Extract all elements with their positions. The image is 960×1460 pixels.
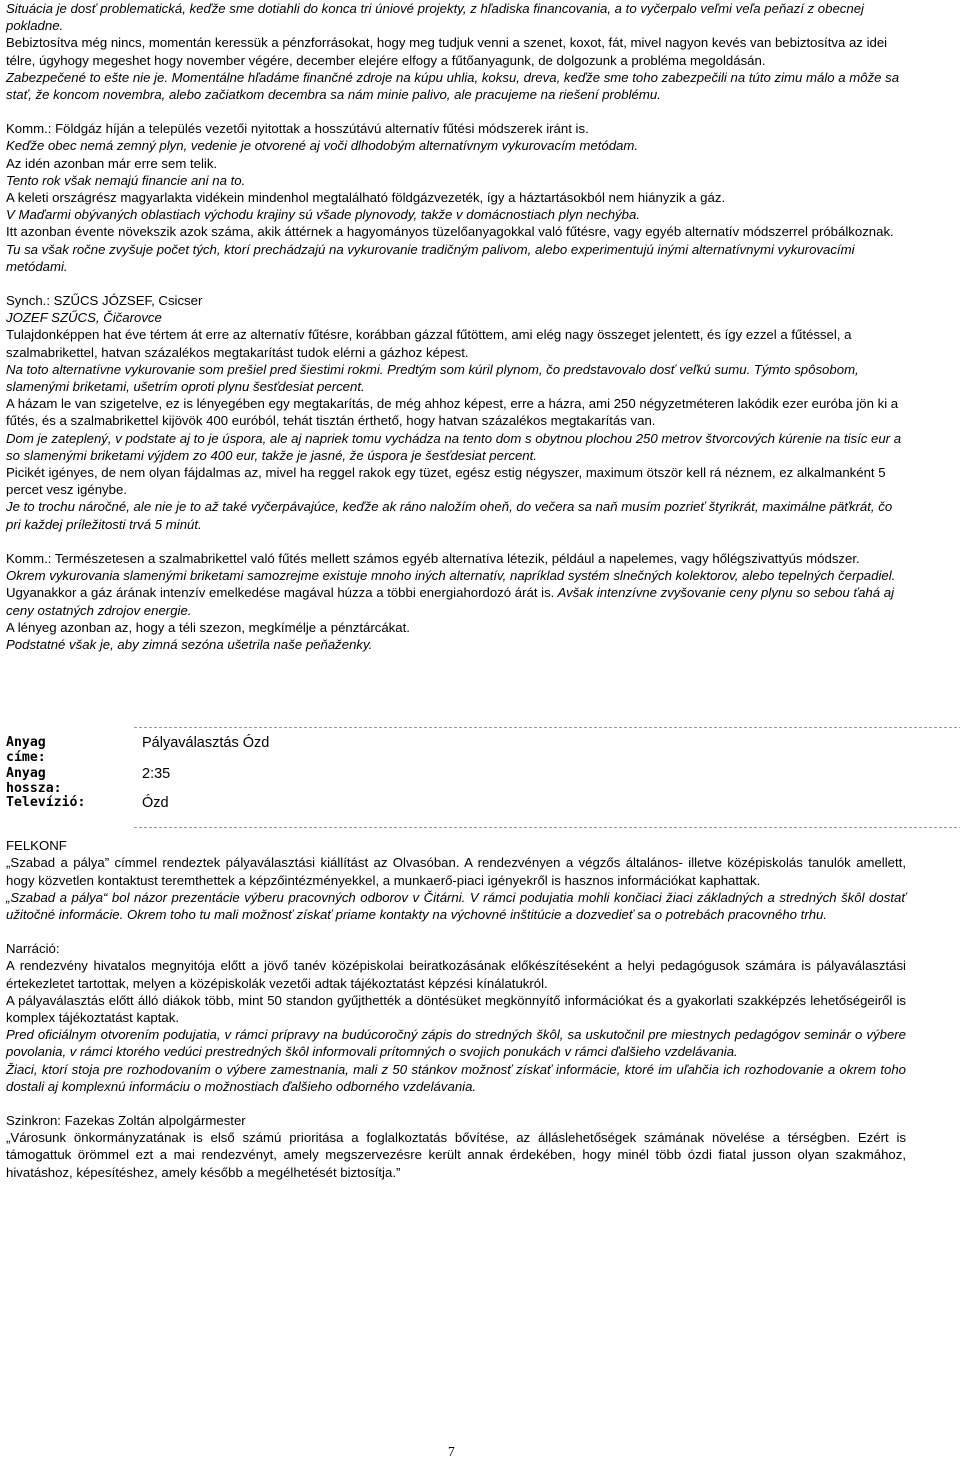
- dashed-rule-top: [134, 727, 960, 728]
- paragraph: [6, 636, 906, 653]
- paragraph: [6, 292, 906, 309]
- paragraph: [6, 837, 906, 854]
- paragraph-text: Komm.: Természetesen a szalmabrikettel való fűtés mellett számos egyéb alternatíva létezik, például a napelemes, vagy hőlégszivattyús módszer.: [6, 550, 860, 566]
- document-page: [6, 0, 906, 1181]
- paragraph-text: Podstatné však je, aby zimná sezóna ušetrila naše peňaženky.: [6, 636, 373, 652]
- section-commentary-alternatives: [6, 550, 906, 653]
- paragraph: [6, 309, 906, 326]
- title-label: Anyag címe:: [6, 735, 46, 766]
- paragraph-text: Bebiztosítva még nincs, momentán keressük a pénzforrásokat, hogy meg tudjuk venni a szenet, koxot, fát, mivel nagyon kevés van bebiztosítva az idei télre, úgyhogy megeshet hogy november végére, december elejére elfogy a fűtőanyagunk, de dolgozunk a probléma megoldásán.: [6, 35, 888, 68]
- paragraph-text: Keďže obec nemá zemný plyn, vedenie je otvorené aj voči dlhodobým alternatívnym vykurovacím metódam.: [6, 138, 639, 154]
- paragraph-text: Tu sa však ročne zvyšuje počet tých, ktorí prechádzajú na vykurovanie tradičným palivom, alebo experimentujú inými alternatívnymi vykurovacími metódami.: [6, 241, 855, 274]
- paragraph-text: FELKONF: [6, 838, 67, 854]
- paragraph-text: Komm.: Földgáz híján a település vezetői nyitottak a hosszútávú alternatív fűtési módszerek iránt is.: [6, 121, 589, 137]
- paragraph-text: „Szabad a pálya“ bol názor prezentácie výberu pracovných odborov v Čitárni. V rámci podujatia mohli končiaci žiaci základných a stredných škôl dostať užitočné informácie. Okrem toho tu mali možnosť získať priame kontakty na výchovné inštitúcie a dozvedieť sa o potrebách pracovného trhu.: [6, 889, 906, 922]
- paragraph-text: A lényeg azonban az, hogy a téli szezon, megkímélje a pénztárcákat.: [6, 619, 410, 635]
- paragraph-text: Je to trochu náročné, ale nie je to až také vyčerpávajúce, keďže ak ráno naložím oheň, do večera sa naň musím pozrieť štyrikrát, maximálne päťkrát, čo pri každej príležitosti trvá 5 minút.: [6, 499, 893, 532]
- paragraph-text: A házam le van szigetelve, ez is lényegében egy megtakarítás, de még ahhoz képest, erre a házra, ami 250 négyzetméteren lakódik ezer euróba jön ki a fűtés, és a szalmabrikettel kijövök 400 euróból, tehát tisztán érthető, hogy hatvan százalékos megtakarítás van.: [6, 396, 899, 429]
- paragraph: [6, 326, 906, 360]
- paragraph: [6, 241, 906, 275]
- dashed-rule-bottom: [134, 827, 960, 828]
- paragraph-text: „Szabad a pálya” címmel rendeztek pályaválasztási kiállítást az Olvasóban. A rendezvényen a végzős általános- illetve középiskolás tanulók amellett, hogy közvetlen kontaktust teremthettek a képzőintézményekkel, a munkaerő-piaci igényekről is hasznos információkat kaphattak.: [6, 855, 906, 888]
- section-synch-szucs: [6, 292, 906, 533]
- paragraph-text: Synch.: SZŰCS JÓZSEF, Csicser: [6, 293, 203, 309]
- paragraph-text: „Városunk önkormányzatának is első számú prioritása a foglalkoztatás bővítése, az álláslehetőségek számának növelése a térségben. Ezért is támogattuk örömmel ezt a mai rendezvényt, amely megszervezésre került annak érdekében, hogy minél több ózdi fiatal jusson olyan szakmához, hivatáshoz, képesítéshez, amely később a megélhetését biztosítja.”: [6, 1130, 906, 1180]
- paragraph-text: A keleti országrész magyarlakta vidékein mindenhol megtalálható földgázvezeték, így a háztartásokból nem hiányzik a gáz.: [6, 190, 726, 206]
- paragraph: [6, 120, 906, 137]
- paragraph: [6, 1129, 906, 1181]
- paragraph: [6, 957, 906, 991]
- paragraph: [6, 1112, 906, 1129]
- paragraph-text: Narráció:: [6, 941, 60, 957]
- paragraph: [6, 34, 906, 68]
- tv-label: Televízió:: [6, 795, 86, 811]
- paragraph: [6, 498, 906, 532]
- title-value: Pályaválasztás Ózd: [142, 735, 270, 752]
- paragraph: [6, 992, 906, 1026]
- paragraph: [6, 567, 906, 584]
- material-info-block: [6, 727, 906, 837]
- paragraph-text: JOZEF SZŰCS, Čičarovce: [6, 310, 162, 326]
- paragraph-text: Szinkron: Fazekas Zoltán alpolgármester: [6, 1112, 246, 1128]
- paragraph-text: Tulajdonképpen hat éve tértem át erre az alternatív fűtésre, korábban gázzal fűtöttem, ami elég nagy összeget jelentett, és így ezzel a fűtéssel, a szalmabrikettel, hatvan százalékos megtakarítást tudok elérni a gázhoz képest.: [6, 327, 852, 360]
- paragraph-text-italic-tail: Avšak intenzívne zvyšovanie ceny plynu so sebou ťahá aj ceny ostatných zdrojov energie.: [6, 585, 895, 618]
- paragraph: [6, 206, 906, 223]
- paragraph: [6, 172, 906, 189]
- paragraph: [6, 940, 906, 957]
- paragraph-text: Žiaci, ktorí stoja pre rozhodovaním o výbere zamestnania, mali z 50 stánkov možnosť získať informácie, ktoré im uľahčia ich rozhodovanie a okrem toho dostali aj komplexnú informáciu o možnostiach ďalšieho odborného vzdelávania.: [6, 1061, 906, 1094]
- length-value: 2:35: [142, 766, 171, 783]
- paragraph: [6, 854, 906, 888]
- paragraph: [6, 550, 906, 567]
- paragraph-text: Dom je zateplený, v podstate aj to je úspora, ale aj napriek tomu vychádza na tento dom s obytnou plochou 250 metrov štvorcových kúrenie na tisíc eur a so slamenými briketami výjdem zo 400 eur, takže je jasné, že úspora je šesťdesiat percent.: [6, 430, 902, 463]
- paragraph: [6, 155, 906, 172]
- paragraph: [6, 430, 906, 464]
- paragraph-text: Ugyanakkor a gáz árának intenzív emelkedése magával húzza a többi energiahordozó árát is.: [6, 585, 555, 601]
- paragraph: [6, 361, 906, 395]
- paragraph: [6, 189, 906, 206]
- paragraph: [6, 223, 906, 240]
- paragraph-text: Zabezpečené to ešte nie je. Momentálne hľadáme finančné zdroje na kúpu uhlia, koksu, dreva, keďže sme toho zabezpečili na túto zimu málo a môže sa stať, že koncom novembra, alebo začiatkom decembra sa nám minie palivo, ale pracujeme na riešení problému.: [6, 69, 900, 103]
- paragraph-text: Picikét igényes, de nem olyan fájdalmas az, mivel ha reggel rakok egy tüzet, egész estig négyszer, maximum ötször kell rá néznem, ez alkalmanként 5 percet vesz igénybe.: [6, 465, 886, 498]
- paragraph-text: Situácia je dosť problematická, keďže sme dotiahli do konca tri úniové projekty, z hľadiska financovania, a to vyčerpalo veľmi veľa peňazí z obecnej pokladne.: [6, 1, 864, 34]
- paragraph-text: A pályaválasztás előtt álló diákok több, mint 50 standon gyűjthették a döntésüket megkönnyítő információkat és a gyakorlati szakképzés lehetőségeiről is komplex tájékoztatást kaptak.: [6, 992, 906, 1025]
- paragraph: [6, 0, 906, 34]
- paragraph-text: Okrem vykurovania slamenými briketami samozrejme existuje mnoho iných alternatív, napríklad systém slnečných kolektorov, alebo tepelných čerpadiel.: [6, 568, 896, 584]
- section-narration: [6, 940, 906, 1095]
- paragraph-text: Pred oficiálnym otvorením podujatia, v rámci prípravy na budúcoročný zápis do stredných škôl, sa uskutočnil pre miestnych pedagógov seminár o výbere povolania, v rámci ktorého vedúci prestredných škôl informovali prítomných o svojich ponukách v rámci ďalšieho vzdelávania.: [6, 1027, 906, 1060]
- paragraph: [6, 889, 906, 923]
- paragraph: [6, 1061, 906, 1095]
- page-number: 7: [448, 1444, 455, 1459]
- paragraph-text: A rendezvény hivatalos megnyitója előtt a jövő tanév középiskolai beiratkozásának előkészítéseként a helyi pedagógusok számára is pályaválasztási értekezletet tartottak, melyen a középiskolák vezetői adtak tájékoztatást képzési kínálatukról.: [6, 958, 906, 991]
- paragraph-text: V Maďarmi obývaných oblastiach východu krajiny sú všade plynovody, takže v domácnostiach plyn nechýba.: [6, 207, 640, 223]
- paragraph: [6, 395, 906, 429]
- paragraph: [6, 69, 906, 103]
- paragraph: [6, 137, 906, 154]
- paragraph: [6, 464, 906, 498]
- paragraph-text: Tento rok však nemajú financie ani na to.: [6, 172, 246, 188]
- paragraph: [6, 1026, 906, 1060]
- paragraph-text: Na toto alternatívne vykurovanie som prešiel pred šiestimi rokmi. Predtým som kúril plynom, čo predstavovalo dosť veľkú sumu. Týmto spôsobom, slamenými briketami, ušetrím oproti plynu šesťdesiat percent.: [6, 361, 859, 395]
- length-label: Anyag hossza:: [6, 766, 62, 797]
- section-szinkron-fazekas: [6, 1112, 906, 1181]
- paragraph: [6, 619, 906, 636]
- tv-value: Ózd: [142, 795, 169, 812]
- section-commentary-gas: [6, 120, 906, 275]
- section-heating-situation: [6, 0, 906, 103]
- paragraph-text: Az idén azonban már erre sem telik.: [6, 155, 218, 171]
- paragraph: [6, 584, 906, 618]
- paragraph-text: Itt azonban évente növekszik azok száma, akik áttérnek a hagyományos tüzelőanyagokkal való fűtésre, vagy egyéb alternatív módszerrel próbálkoznak.: [6, 224, 894, 240]
- section-felkonf: [6, 837, 906, 923]
